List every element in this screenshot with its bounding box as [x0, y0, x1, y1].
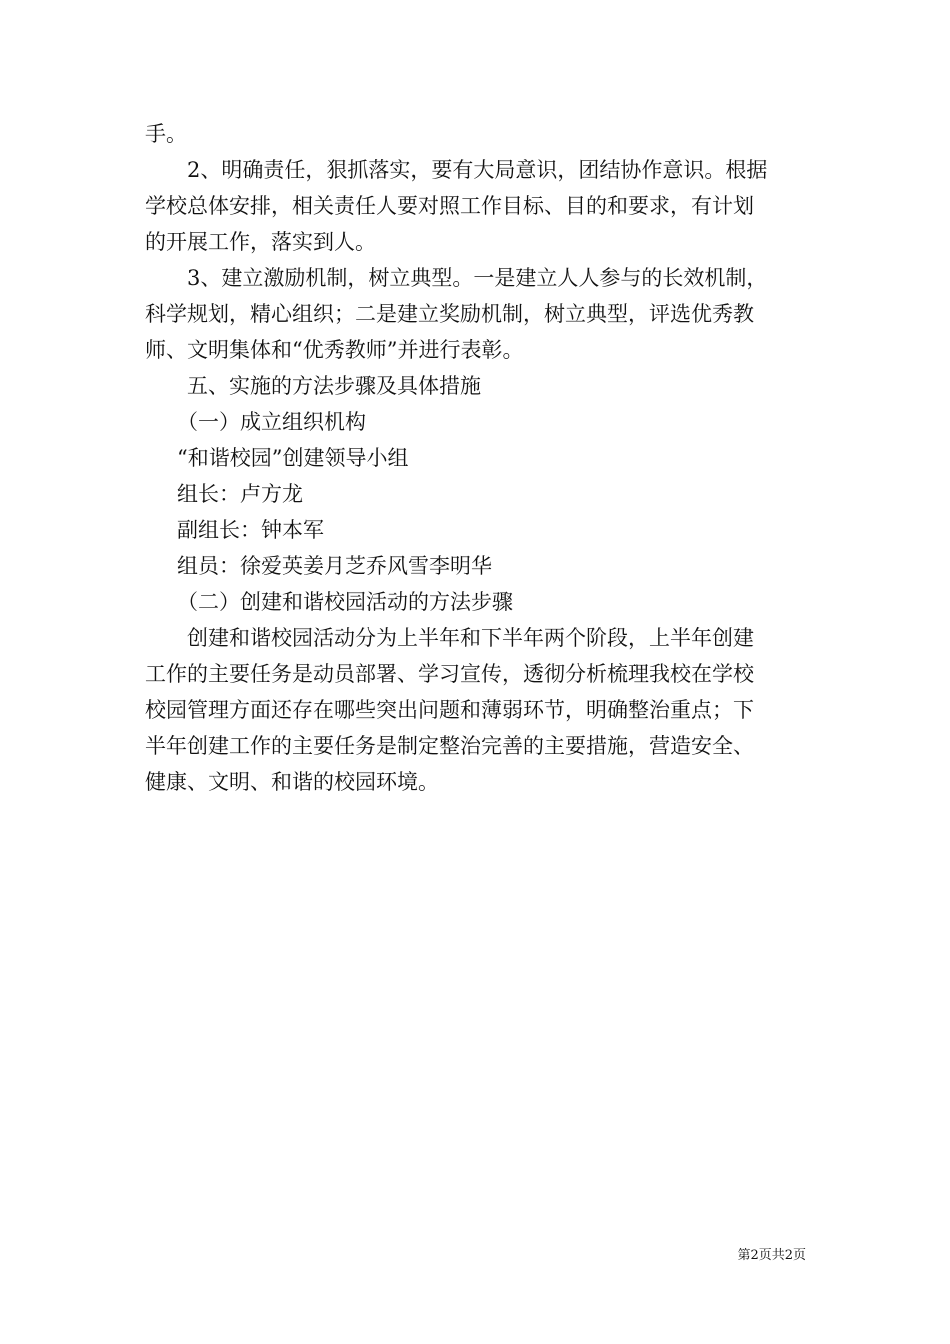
- paragraph-2-line: 2、明确责任，狠抓落实，要有大局意识，团结协作意识。根据: [187, 158, 768, 182]
- text-line: 科学规划，精心组织；二是建立奖励机制，树立典型，评选优秀教: [145, 302, 754, 326]
- text-line: 手。: [145, 122, 187, 146]
- text-line: 的开展工作，落实到人。: [145, 230, 376, 254]
- paragraph-line: 创建和谐校园活动分为上半年和下半年两个阶段，上半年创建: [187, 626, 754, 650]
- text-line: 半年创建工作的主要任务是制定整治完善的主要措施，营造安全、: [145, 734, 754, 758]
- text-line: 健康、文明、和谐的校园环境。: [145, 770, 439, 794]
- group-deputy-leader: 副组长：钟本军: [177, 518, 324, 542]
- subsection-heading: （一）成立组织机构: [177, 410, 366, 434]
- text-line: 学校总体安排，相关责任人要对照工作目标、目的和要求，有计划: [145, 194, 754, 218]
- text-line: 师、文明集体和“优秀教师”并进行表彰。: [145, 338, 524, 362]
- group-leader: 组长：卢方龙: [177, 482, 303, 506]
- section-heading: 五、实施的方法步骤及具体措施: [187, 374, 481, 398]
- subsection-heading: （二）创建和谐校园活动的方法步骤: [177, 590, 513, 614]
- document-body: [145, 116, 809, 800]
- group-title: “和谐校园”创建领导小组: [177, 446, 409, 470]
- paragraph-3-line: 3、建立激励机制，树立典型。一是建立人人参与的长效机制，: [187, 266, 768, 290]
- text-line: 工作的主要任务是动员部署、学习宣传，透彻分析梳理我校在学校: [145, 662, 754, 686]
- page-number: 第2页共2页: [737, 1248, 806, 1263]
- text-line: 校园管理方面还存在哪些突出问题和薄弱环节，明确整治重点；下: [145, 698, 754, 722]
- group-members: 组员：徐爱英姜月芝乔风雪李明华: [177, 554, 492, 578]
